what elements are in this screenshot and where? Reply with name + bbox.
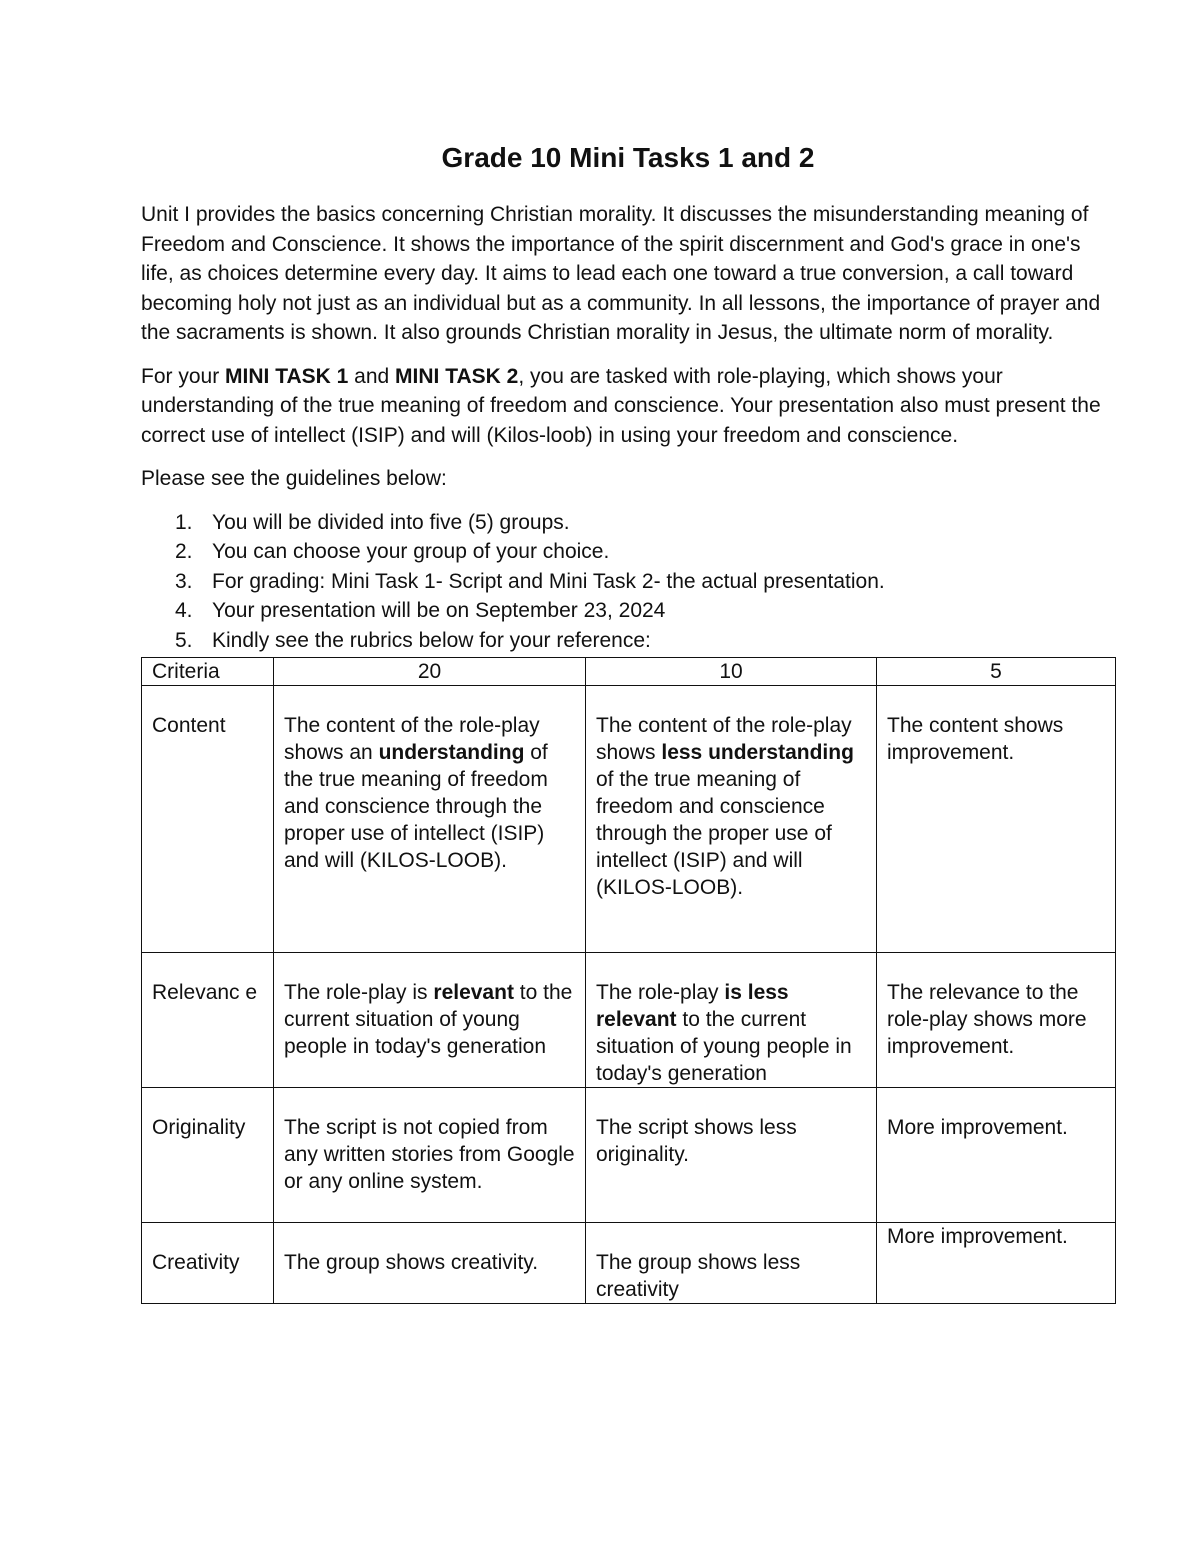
task-text-2: and: [348, 364, 396, 388]
header-score-20: 20: [274, 658, 586, 686]
rubric-table: [141, 657, 1116, 1304]
task-text-1: For your: [141, 364, 226, 388]
originality-score-20: The script is not copied from any written stories from Google or any online system.: [274, 1088, 586, 1223]
list-text: Kindly see the rubrics below for your reference:: [212, 628, 651, 652]
table-row: [142, 953, 1116, 1088]
mini-task-2-label: MINI TASK 2: [395, 364, 519, 388]
table-row: [142, 1088, 1116, 1223]
creativity-score-20: The group shows creativity.: [274, 1223, 586, 1304]
table-row: [142, 686, 1116, 953]
list-text: You can choose your group of your choice.: [212, 540, 610, 563]
relevance-score-5: The relevance to the role-play shows more improvement.: [877, 953, 1116, 1088]
content-score-5: The content shows improvement.: [877, 686, 1116, 953]
header-score-5: 5: [877, 658, 1116, 686]
content-score-10: The content of the role-play shows less understanding of the true meaning of freedom and conscience through the proper use of intellect (ISIP) and will (KILOS-LOOB).: [586, 686, 877, 953]
header-score-10: 10: [586, 658, 877, 686]
originality-score-10: The script shows less originality.: [586, 1088, 877, 1223]
guidelines-list: [141, 508, 1115, 656]
intro-paragraph: Unit I provides the basics concerning Christian morality. It discusses the misunderstanding meaning of Freedom and Conscience. It shows the importance of the spirit discernment and God's grace in one's life, as choices determine every day. It aims to lead each one toward a true conversion, a call toward becoming holy not just as an individual but as a community. In all lessons, the importance of prayer and the sacraments is shown. It also grounds Christian morality in Jesus, the ultimate norm of morality.: [141, 203, 1101, 344]
page-title: Grade 10 Mini Tasks 1 and 2: [441, 142, 815, 173]
task-text-3: , you are tasked with role-playing, which shows your understanding of the true meaning of freedom and conscience. Your presentation also must present the correct use of intellect (ISIP) and will (Kilos-loob) in using your freedom and conscience.: [141, 364, 1101, 447]
relevance-score-10: The role-play is less relevant to the current situation of young people in today's generation: [586, 953, 877, 1088]
list-number: 1.: [175, 510, 193, 534]
table-row: [142, 1223, 1116, 1304]
relevance-score-20: The role-play is relevant to the current situation of young people in today's generation: [274, 953, 586, 1088]
header-criteria: Criteria: [142, 658, 274, 686]
content-score-20: The content of the role-play shows an understanding of the true meaning of freedom and conscience through the proper use of intellect (ISIP) and will (KILOS-LOOB).: [274, 686, 586, 953]
creativity-score-5: More improvement.: [877, 1223, 1116, 1304]
list-text: Your presentation will be on September 23, 2024: [212, 599, 666, 622]
originality-score-5: More improvement.: [877, 1088, 1116, 1223]
criteria-relevance: Relevanc e: [142, 953, 274, 1088]
list-item: [141, 508, 1115, 538]
list-text: You will be divided into five (5) groups.: [212, 510, 570, 534]
list-item: [141, 596, 1115, 626]
task-paragraph: [141, 362, 1115, 451]
table-header-row: [142, 658, 1116, 686]
list-number: 2.: [175, 540, 193, 563]
creativity-score-10: The group shows less creativity: [586, 1223, 877, 1304]
document-page: [141, 138, 1115, 1304]
list-number: 5.: [175, 628, 193, 652]
guidelines-intro: Please see the guidelines below:: [141, 467, 447, 490]
criteria-originality: Originality: [142, 1088, 274, 1223]
mini-task-1-label: MINI TASK 1: [225, 364, 349, 388]
list-item: [141, 537, 1115, 567]
list-item: [141, 626, 1115, 656]
criteria-content: Content: [142, 686, 274, 953]
list-text: For grading: Mini Task 1- Script and Mini Task 2- the actual presentation.: [212, 569, 885, 593]
criteria-creativity: Creativity: [142, 1223, 274, 1304]
list-number: 3.: [175, 569, 193, 593]
list-item: [141, 567, 1115, 597]
list-number: 4.: [175, 599, 193, 622]
